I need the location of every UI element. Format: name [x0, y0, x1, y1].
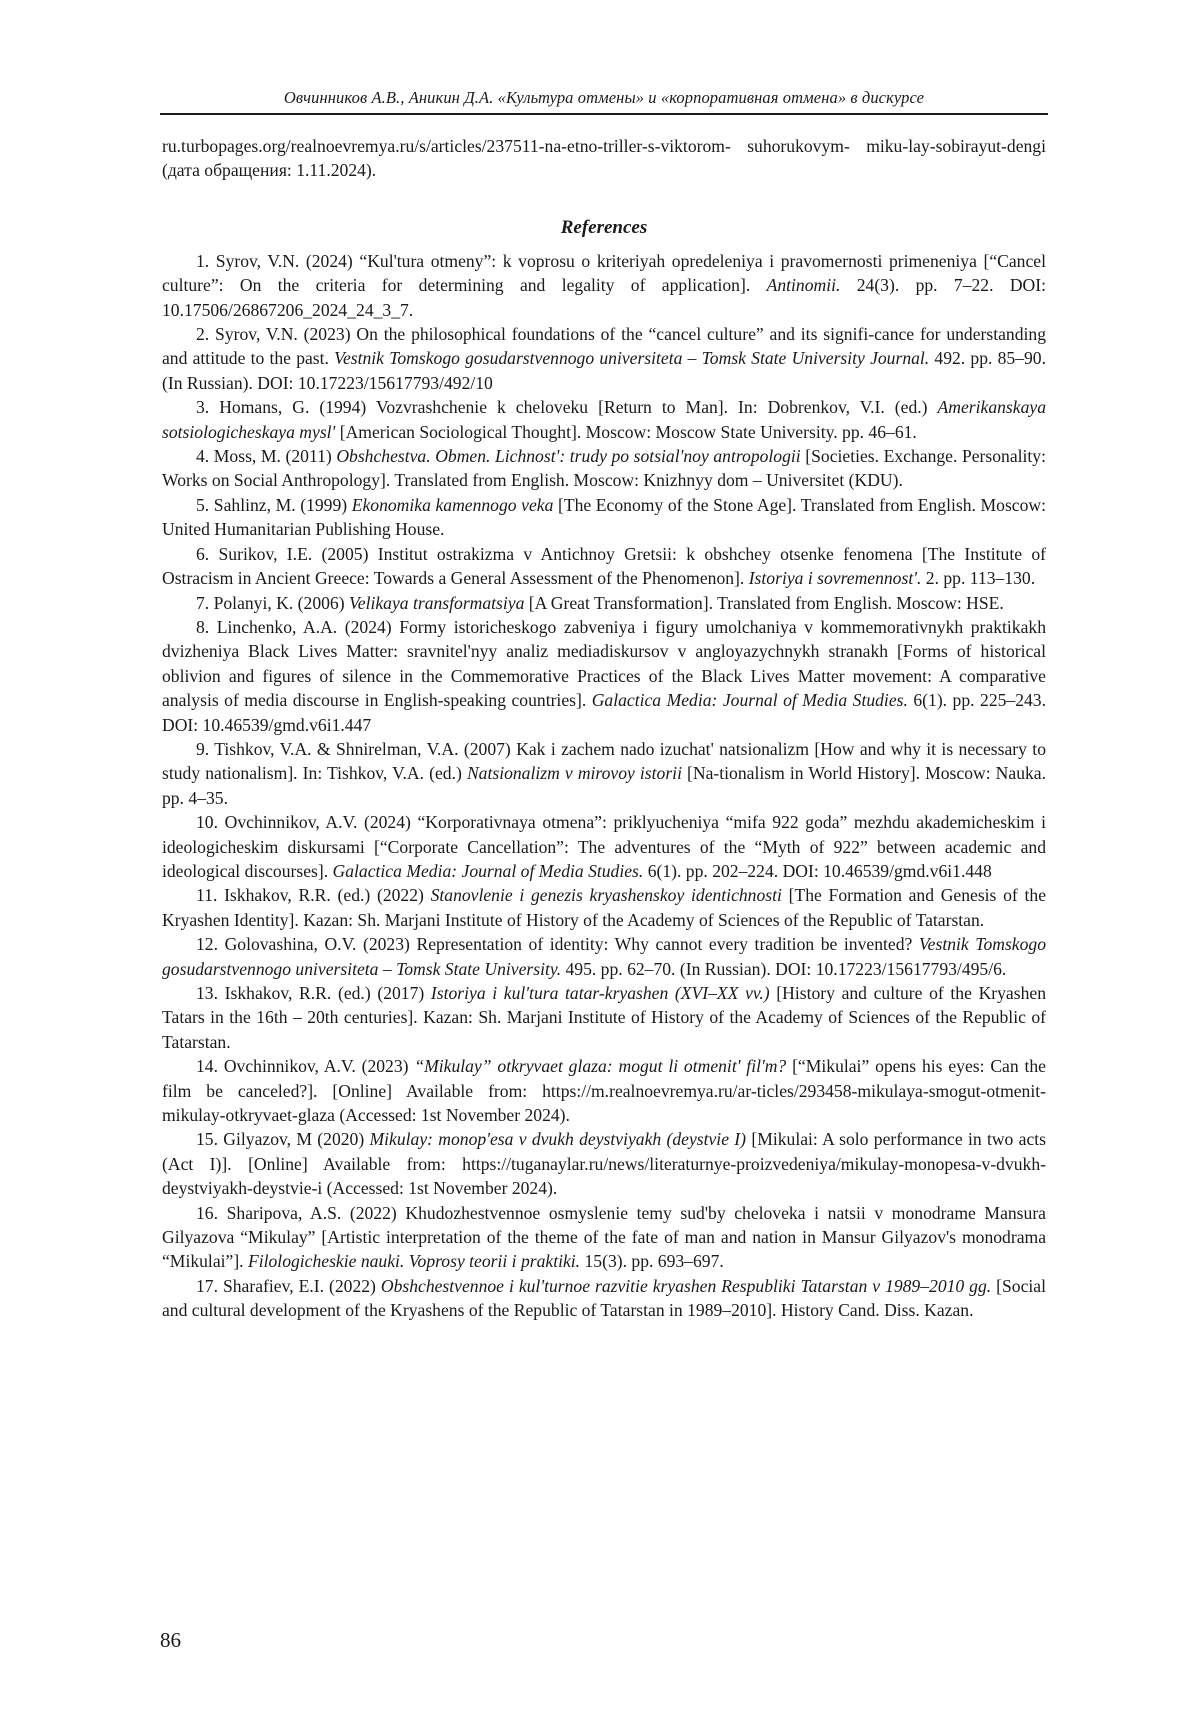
reference-title: “Mikulay” otkryvaet glaza: mogut li otmenit' fil'm? [414, 1056, 787, 1077]
reference-title: Vestnik Tomskogo gosudarstvennogo universiteta – Tomsk State University. [162, 934, 1046, 979]
reference-text: Polanyi, K. (2006) [209, 592, 349, 613]
reference-item [162, 1274, 1046, 1323]
reference-item [162, 395, 1046, 444]
reference-title: Filologicheskie nauki. Voprosy teorii i praktiki. [247, 1251, 581, 1272]
reference-number: 9. [196, 738, 210, 759]
continuation-paragraph: ru.turbopages.org/realnoevremya.ru/s/articles/237511-na-etno-triller-s-viktorom- suhorukovym- miku-lay-sobirayut-dengi (дата обращения: 1.11.2024). [162, 136, 1046, 181]
reference-tail: [The Formation and Genesis of the Kryashen Identity]. Kazan: Sh. Marjani Institute of History of the Academy of Sciences of the Republic of Tatarstan. [162, 885, 1046, 930]
reference-number: 2. [196, 324, 210, 345]
reference-tail: [American Sociological Thought]. Moscow: Moscow State University. pp. 46–61. [335, 421, 917, 442]
reference-tail: 495. pp. 62–70. (In Russian). DOI: 10.17223/15617793/495/6. [561, 958, 1007, 979]
reference-number: 1. [196, 250, 210, 271]
reference-text: Syrov, V.N. (2023) On the philosophical foundations of the “cancel culture” and its signifi-cance for understanding and attitude to the past. [162, 324, 1046, 369]
reference-item [162, 249, 1046, 322]
reference-number: 13. [196, 983, 218, 1003]
reference-number: 11. [196, 885, 218, 906]
reference-text: Ovchinnikov, A.V. (2023) [218, 1056, 415, 1077]
reference-title: Istoriya i kul'tura tatar-kryashen (XVI–XX vv.) [430, 983, 770, 1003]
reference-number: 8. [196, 616, 210, 637]
reference-text: Syrov, V.N. (2024) “Kul'tura otmeny”: k voprosu o kriteriyah opredeleniya i pravomernosti primeneniya [“Cancel culture”: On the criteria for determining and legality of application]. [162, 250, 1046, 296]
page-body [162, 134, 1046, 1323]
running-header: Овчинников А.В., Аникин Д.А. «Культура отмены» и «корпоративная отмена» в дискурсе [283, 88, 925, 107]
reference-item [162, 737, 1046, 810]
reference-title: Antinomii. [766, 275, 841, 296]
reference-tail: [History and culture of the Kryashen Tatars in the 16th – 20th centuries]. Kazan: Sh. Marjani Institute of History of the Academy of Sciences of the Republic of Tatarstan. [162, 983, 1046, 1052]
reference-title: Galactica Media: Journal of Media Studies. [591, 690, 908, 711]
references-heading: References [560, 216, 648, 238]
reference-item [162, 932, 1046, 981]
reference-item [162, 883, 1046, 932]
reference-number: 12. [196, 934, 218, 955]
reference-text: Iskhakov, R.R. (ed.) (2017) [218, 983, 431, 1003]
reference-text: Ovchinnikov, A.V. (2024) “Korporativnaya otmena”: priklyucheniya “mifa 922 goda” mezhdu akademicheskim i ideologicheskim diskursami [“Corporate Cancellation”: The adventures of the “Myth of 922” between academic and ideological discourses]. [162, 812, 1046, 881]
reference-number: 5. [196, 494, 210, 515]
reference-item [162, 322, 1046, 395]
reference-tail: 6(1). pp. 202–224. DOI: 10.46539/gmd.v6i1.448 [643, 860, 992, 881]
reference-title: Istoriya i sovremennost'. [748, 568, 922, 589]
reference-text: Surikov, I.E. (2005) Institut ostrakizma v Antichnoy Gretsii: k obshchey otsenke fenomena [The Institute of Ostracism in Ancient Greece: Towards a General Assessment of the Phenomenon]. [162, 543, 1046, 589]
reference-tail: [Na-tionalism in World History]. Moscow: Nauka. pp. 4–35. [162, 763, 1046, 808]
reference-title: Obshchestva. Obmen. Lichnost': trudy po sotsial'noy antropologii [336, 446, 801, 467]
reference-item [162, 810, 1046, 883]
reference-number: 17. [196, 1275, 218, 1296]
reference-title: Vestnik Tomskogo gosudarstvennogo universiteta – Tomsk State University Journal. [334, 348, 930, 369]
reference-text: Iskhakov, R.R. (ed.) (2022) [217, 885, 431, 906]
reference-number: 6. [196, 543, 210, 564]
reference-number: 10. [196, 812, 218, 833]
page-number: 86 [160, 1628, 181, 1652]
reference-title: Velikaya transformatsiya [348, 592, 525, 613]
header-rule [160, 113, 1048, 115]
reference-tail: [The Economy of the Stone Age]. Translated from English. Moscow: United Humanitarian Publishing House. [162, 494, 1046, 540]
reference-number: 15. [196, 1129, 218, 1150]
reference-tail: [Mikulai: A solo performance in two acts (Act I)]. [Online] Available from: https://tuganaylar.ru/news/literaturnye-proizvedeniya/mikulay-monopesa-v-dvukh-deystviyakh-deystvie-i (Accessed: 1st November 2024). [162, 1129, 1046, 1199]
reference-number: 16. [196, 1202, 218, 1223]
reference-text: Gilyazov, M (2020) [218, 1129, 370, 1150]
reference-item [162, 591, 1046, 615]
reference-text: Linchenko, A.A. (2024) Formy istoricheskogo zabveniya i figury umolchaniya v kommemorativnykh praktikakh dvizheniya Black Lives Matter: sravnitel'nyy analiz mediadiskursov v angloyazychnykh stranakh [Forms of historical oblivion and figures of silence in the Commemorative Practices of the Black Lives Matter movement: A comparative analysis of media discourse in English-speaking countries]. [162, 616, 1046, 711]
reference-text: Tishkov, V.A. & Shnirelman, V.A. (2007) Kak i zachem nado izuchat' natsionalizm [How and why it is necessary to study nationalism]. In: Tishkov, V.A. (ed.) [162, 738, 1046, 784]
reference-tail: 15(3). pp. 693–697. [580, 1251, 724, 1272]
reference-tail: 24(3). pp. 7–22. DOI: 10.17506/26867206_2024_24_3_7. [162, 275, 1046, 320]
reference-item [162, 493, 1046, 542]
reference-title: Ekonomika kamennogo veka [351, 494, 554, 515]
reference-title: Natsionalizm v mirovoy istorii [466, 763, 682, 784]
reference-number: 4. [196, 446, 210, 467]
references-list [162, 249, 1046, 1323]
reference-text: Moss, M. (2011) [209, 446, 337, 467]
reference-title: Stanovlenie i genezis kryashenskoy identichnosti [430, 885, 782, 906]
reference-item [162, 1201, 1046, 1274]
reference-text: Sharafiev, E.I. (2022) [218, 1275, 381, 1296]
reference-number: 14. [196, 1056, 218, 1077]
reference-text: Golovashina, O.V. (2023) Representation of identity: Why cannot every tradition be invented? [218, 934, 919, 955]
reference-title: Mikulay: monop'esa v dvukh deystviyakh (deystvie I) [369, 1129, 747, 1150]
reference-item [162, 1054, 1046, 1127]
reference-item [162, 615, 1046, 737]
reference-text: Sharipova, A.S. (2022) Khudozhestvennoe osmyslenie temy sud'by cheloveka i natsii v monodrame Mansura Gilyazova “Mikulay” [Artistic interpretation of the theme of the fate of man and nation in Mansur Gilyazov's monodrama “Mikulai”]. [162, 1202, 1046, 1272]
reference-item [162, 444, 1046, 493]
reference-title: Obshchestvennoe i kul'turnoe razvitie kryashen Respubliki Tatarstan v 1989–2010 gg. [380, 1275, 992, 1296]
reference-item [162, 1127, 1046, 1200]
reference-tail: [A Great Transformation]. Translated from English. Moscow: HSE. [524, 592, 1004, 613]
reference-tail: [“Mikulai” opens his eyes: Can the film be canceled?]. [Online] Available from: https://m.realnoevremya.ru/ar-ticles/293458-mikulaya-smogut-otmenit-mikulay-otkryvaet-glaza (Accessed: 1st November 2024). [162, 1056, 1046, 1126]
reference-title: Galactica Media: Journal of Media Studies. [332, 860, 644, 881]
reference-tail: 6(1). pp. 225–243. DOI: 10.46539/gmd.v6i1.447 [162, 690, 1047, 735]
reference-tail: [Social and cultural development of the Kryashens of the Republic of Tatarstan in 1989–2010]. History Cand. Diss. Kazan. [162, 1275, 1046, 1321]
reference-title: Amerikanskaya sotsiologicheskaya mysl' [162, 397, 1046, 442]
reference-item [162, 542, 1046, 591]
reference-tail: 2. pp. 113–130. [921, 568, 1036, 589]
reference-number: 3. [196, 397, 210, 418]
reference-tail: 492. pp. 85–90. (In Russian). DOI: 10.17223/15617793/492/10 [162, 348, 1047, 393]
reference-text: Homans, G. (1994) Vozvrashchenie k cheloveku [Return to Man]. In: Dobrenkov, V.I. (ed.) [209, 397, 938, 418]
reference-tail: [Societies. Exchange. Personality: Works on Social Anthropology]. Translated from English. Moscow: Knizhnyy dom – Universitet (KDU). [162, 446, 1046, 491]
reference-text: Sahlinz, M. (1999) [209, 494, 352, 515]
reference-number: 7. [196, 592, 210, 613]
reference-item [162, 981, 1046, 1054]
